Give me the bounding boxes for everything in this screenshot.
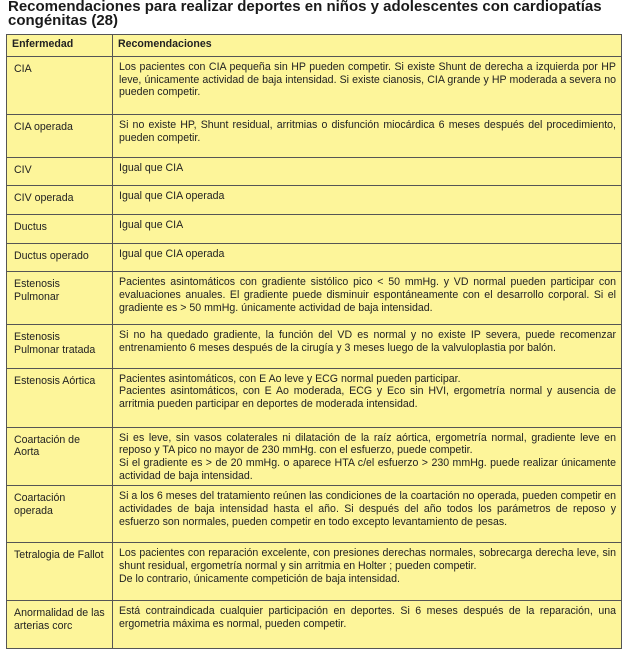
- table-row: [7, 114, 622, 157]
- recommendation-cell: Igual que CIA: [113, 215, 622, 243]
- table-row: [7, 543, 622, 601]
- disease-cell: CIV: [7, 157, 113, 185]
- disease-cell: Estenosis Aórtica: [7, 368, 113, 427]
- disease-cell: Coartación de Aorta: [7, 427, 113, 486]
- disease-cell: Tetralogia de Fallot: [7, 543, 113, 601]
- disease-cell: Estenosis Pulmonar tratada: [7, 325, 113, 369]
- table-row: [7, 215, 622, 243]
- disease-cell: CIV operada: [7, 185, 113, 214]
- recommendation-cell: Los pacientes con reparación excelente, con presiones derechas normales, sobrecarga derecha leve, sin shunt residual, ergometría normal y sin arritmia en Holter ; pueden competir. De lo contrario, únicamente competición de baja intensidad.: [113, 543, 622, 601]
- table-row: [7, 368, 622, 427]
- recommendation-cell: Si a los 6 meses del tratamiento reúnen las condiciones de la coartación no operada, pueden competir en actividades de baja intensidad hasta el año. Si después del año todos los parámetros de reposo y esfuerzo son normales, pueden competir en todo excepto levantamiento de pesas.: [113, 486, 622, 543]
- table-header-row: [7, 35, 622, 57]
- recommendation-cell: Los pacientes con CIA pequeña sin HP pueden competir. Si existe Shunt de derecha a izquierda por HP leve, únicamente actividad de baja intensidad. Si existe cianosis, CIA grande y HP moderada a severa no pueden competir.: [113, 57, 622, 115]
- disease-cell: CIA operada: [7, 114, 113, 157]
- header-disease: Enfermedad: [7, 35, 113, 57]
- table-row: [7, 185, 622, 214]
- page-title: Recomendaciones para realizar deportes en niños y adolescentes con cardiopatías congénitas (28): [8, 0, 602, 29]
- recommendation-cell: Igual que CIA operada: [113, 243, 622, 271]
- recommendation-cell: Pacientes asintomáticos con gradiente sistólico pico < 50 mmHg. y VD normal pueden participar con evaluaciones anuales. El gradiente puede disminuir espontáneamente con el desarrollo corporal. Si el gradiente es > 50 mmHg. únicamente actividad de baja intensidad.: [113, 272, 622, 325]
- disease-cell: Ductus operado: [7, 243, 113, 271]
- table-row: [7, 427, 622, 486]
- recommendation-cell: Igual que CIA: [113, 157, 622, 185]
- disease-cell: CIA: [7, 57, 113, 115]
- recommendations-table-container: [6, 34, 622, 649]
- table-row: [7, 272, 622, 325]
- recommendation-cell: Igual que CIA operada: [113, 185, 622, 214]
- recommendation-cell: Está contraindicada cualquier participación en deportes. Si 6 meses después de la reparación, una ergometria máxima es normal, pueden competir.: [113, 601, 622, 649]
- disease-cell: Anormalidad de las arterias corc: [7, 601, 113, 649]
- table-row: [7, 57, 622, 115]
- table-row: [7, 486, 622, 543]
- table-row: [7, 325, 622, 369]
- header-recommendations: Recomendaciones: [113, 35, 622, 57]
- table-row: [7, 243, 622, 271]
- disease-cell: Estenosis Pulmonar: [7, 272, 113, 325]
- disease-cell: Ductus: [7, 215, 113, 243]
- table-row: [7, 601, 622, 649]
- table-row: [7, 157, 622, 185]
- recommendation-cell: Si no existe HP, Shunt residual, arritmias o disfunción miocárdica 6 meses después del procedimiento, pueden competir.: [113, 114, 622, 157]
- recommendation-cell: Si no ha quedado gradiente, la función del VD es normal y no existe IP severa, puede recomenzar entrenamiento 6 meses después de la cirugía y 3 meses luego de la valvuloplastia por balón.: [113, 325, 622, 369]
- recommendation-cell: Pacientes asintomáticos, con E Ao leve y ECG normal pueden participar. Pacientes asintomáticos, con E Ao moderada, ECG y Eco sin HVI, ergometría normal y ausencia de arritmia pueden participar en deportes de moderada intensidad.: [113, 368, 622, 427]
- recommendations-table: [6, 34, 622, 649]
- recommendation-cell: Si es leve, sin vasos colaterales ni dilatación de la raíz aórtica, ergometría normal, gradiente leve en reposo y TA pico no mayor de 230 mmHg. con el esfuerzo, puede competir. Si el gradiente es > de 20 mmHg. o aparece HTA c/el esfuerzo > 230 mmHg. puede realizar únicamente actividad de baja intensidad.: [113, 427, 622, 486]
- disease-cell: Coartación operada: [7, 486, 113, 543]
